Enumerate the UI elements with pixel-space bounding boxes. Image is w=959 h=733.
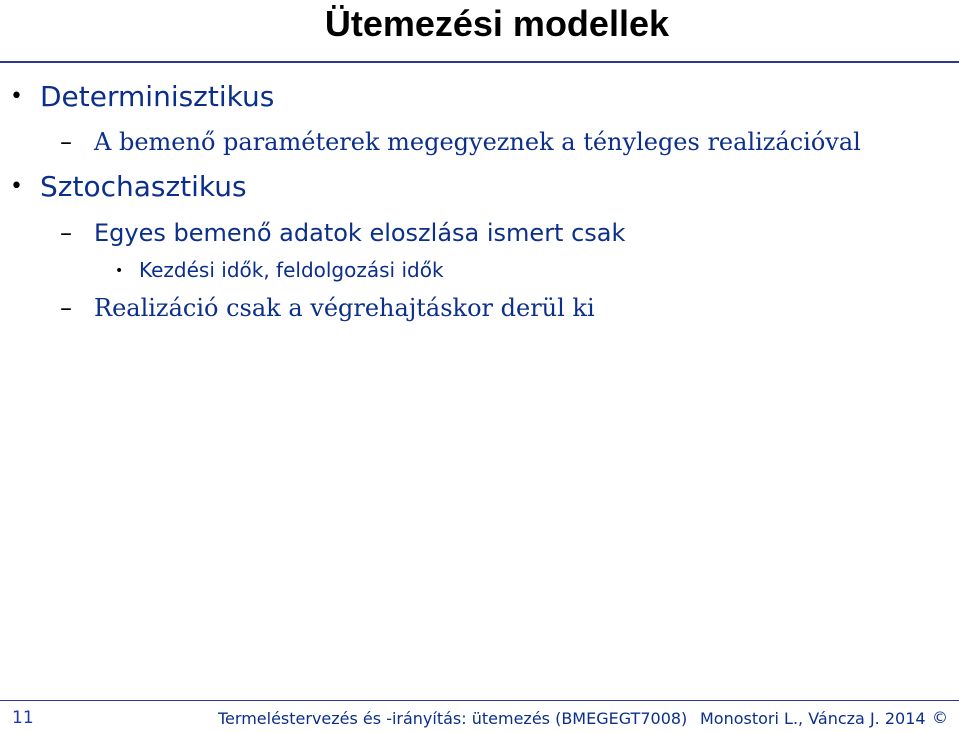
subitem-text: A bemenő paraméterek megegyeznek a tényleges realizációval	[94, 128, 861, 156]
course-title: Termeléstervezés és -irányítás: ütemezés (BMEGEGT7008)	[218, 709, 688, 728]
footer-divider	[0, 700, 959, 701]
subsubitem-text: Kezdési idők, feldolgozási idők	[139, 258, 444, 282]
bullet-text: Determinisztikus	[40, 80, 275, 113]
subitem-text: Egyes bemenő adatok eloszlása ismert csak	[94, 219, 626, 247]
subitem-text: Realizáció csak a végrehajtáskor derül ki	[94, 294, 595, 322]
authors: Monostori L., Váncza J. 2014	[700, 709, 926, 728]
bullet-item-deterministic	[10, 80, 274, 113]
subsubitem-times	[115, 258, 444, 282]
copyright-icon: ©	[932, 708, 948, 727]
subitem-deterministic-desc	[60, 128, 861, 156]
bullet-item-stochastic	[10, 170, 247, 203]
slide-footer	[0, 700, 959, 733]
slide-title: Ütemezési modellek	[324, 3, 669, 44]
bullet-icon: •	[10, 174, 23, 199]
title-divider	[0, 61, 959, 63]
bullet-icon: •	[115, 263, 124, 279]
bullet-icon: •	[10, 84, 23, 109]
dash-icon: –	[60, 219, 72, 247]
dash-icon: –	[60, 128, 72, 156]
subitem-stochastic-distribution	[60, 219, 625, 247]
subitem-realization	[60, 294, 595, 322]
dash-icon: –	[60, 294, 72, 322]
bullet-text: Sztochasztikus	[40, 170, 247, 203]
page-number: 11	[12, 708, 34, 728]
